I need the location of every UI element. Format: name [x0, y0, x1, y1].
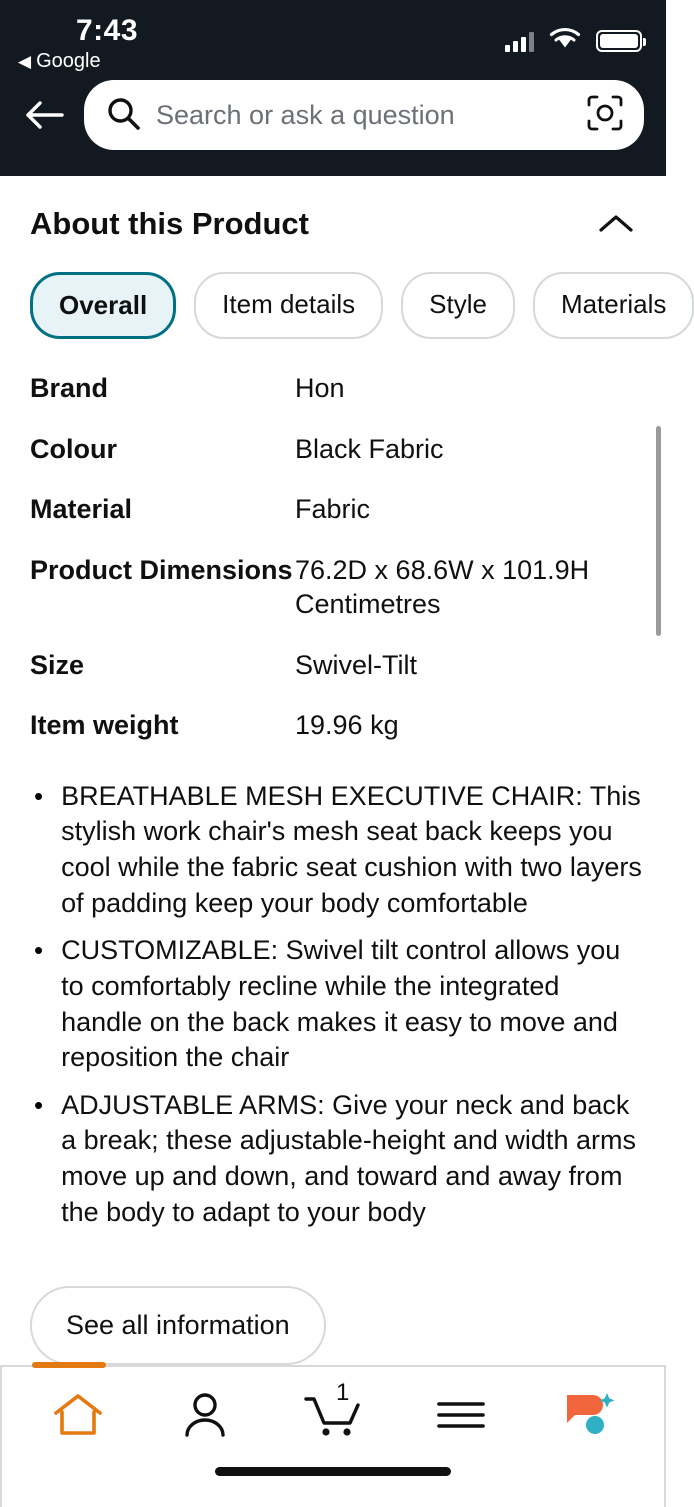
- camera-lens-icon[interactable]: [586, 94, 624, 137]
- cart-icon: [302, 1391, 364, 1444]
- chat-assistant-icon: [557, 1389, 619, 1446]
- spec-key: Material: [30, 494, 133, 525]
- header: [0, 0, 666, 176]
- status-time: 7:43: [76, 14, 139, 47]
- nav-cart-button[interactable]: [278, 1377, 388, 1457]
- status-bar: [0, 0, 666, 80]
- spec-key: Item weight: [30, 710, 179, 741]
- tab-style[interactable]: Style: [401, 272, 515, 339]
- spec-key: Product Dimensions: [30, 554, 293, 585]
- cart-badge-count: 1: [335, 1379, 350, 1407]
- back-arrow-icon[interactable]: [22, 93, 66, 137]
- table-row: [30, 432, 636, 467]
- person-icon: [182, 1391, 228, 1444]
- bullet-text: CUSTOMIZABLE: Swivel tilt control allows you to comfortably recline while the integrated handle on the back makes it easy to move and reposition the chair: [61, 935, 621, 1073]
- spec-value: Hon: [295, 373, 345, 403]
- see-all-container: [0, 1242, 666, 1365]
- spec-value: Swivel-Tilt: [295, 649, 418, 680]
- search-icon: [106, 96, 140, 135]
- tab-overall[interactable]: Overall: [30, 272, 176, 339]
- nav-home-button[interactable]: [23, 1377, 133, 1457]
- about-this-product-panel: [0, 176, 666, 1365]
- see-all-information-button[interactable]: See all information: [30, 1286, 326, 1365]
- status-indicators: [505, 26, 642, 55]
- bullet-dot-icon: •: [34, 780, 44, 811]
- bullet-text: BREATHABLE MESH EXECUTIVE CHAIR: This stylish work chair's mesh seat back keeps you cool while the fabric seat cushion with two layers of padding keep your body comfortable: [61, 780, 642, 918]
- nav-menu-button[interactable]: [406, 1377, 516, 1457]
- search-bar: [0, 80, 666, 176]
- feature-bullets: [0, 769, 666, 1231]
- status-back-label: Google: [36, 50, 101, 72]
- spec-key: Brand: [30, 373, 109, 403]
- spec-key: Size: [30, 649, 85, 680]
- table-row: [30, 648, 636, 683]
- spec-value: 76.2D x 68.6W x 101.9H Centimetres: [295, 554, 590, 620]
- list-item: [30, 1088, 642, 1231]
- back-triangle-icon: ◀: [18, 52, 32, 71]
- home-icon: [52, 1391, 104, 1444]
- spec-value: Fabric: [295, 494, 371, 525]
- spec-value: Black Fabric: [295, 433, 444, 464]
- search-field-container[interactable]: [84, 80, 644, 150]
- spec-key: Colour: [30, 433, 117, 464]
- list-item: [30, 933, 642, 1076]
- bottom-navigation: [0, 1365, 666, 1507]
- battery-full-icon: [596, 30, 642, 52]
- hamburger-menu-icon: [435, 1398, 487, 1437]
- right-edge-line: [664, 1367, 666, 1507]
- detail-tabs[interactable]: [0, 254, 666, 361]
- nav-account-button[interactable]: [150, 1377, 260, 1457]
- wifi-icon: [548, 26, 582, 55]
- table-row: [30, 371, 636, 406]
- spec-value: 19.96 kg: [295, 710, 399, 741]
- home-indicator: [215, 1467, 451, 1476]
- search-input[interactable]: [156, 100, 570, 131]
- active-tab-indicator: [32, 1362, 106, 1368]
- left-edge-line: [0, 1367, 2, 1507]
- vertical-scrollbar[interactable]: [656, 426, 661, 636]
- tab-materials[interactable]: Materials: [533, 272, 694, 339]
- list-item: [30, 779, 642, 922]
- nav-assistant-button[interactable]: [533, 1377, 643, 1457]
- table-row: [30, 553, 636, 622]
- signal-bars-icon: [505, 30, 534, 52]
- page-title: About this Product: [30, 206, 309, 241]
- status-back-to-app[interactable]: [18, 50, 101, 73]
- bottom-nav-items: [0, 1367, 666, 1467]
- table-row: [30, 708, 636, 743]
- home-indicator-area: [0, 1467, 666, 1507]
- specification-table: [0, 361, 666, 743]
- tab-item-details[interactable]: Item details: [194, 272, 383, 339]
- table-row: [30, 492, 636, 527]
- bullet-dot-icon: •: [34, 1089, 44, 1120]
- bullet-dot-icon: •: [34, 935, 44, 966]
- bullet-text: ADJUSTABLE ARMS: Give your neck and back a break; these adjustable-height and width arms move up and down, and toward and away from the body to adapt to your body: [61, 1089, 636, 1227]
- section-header[interactable]: [0, 176, 666, 254]
- chevron-up-icon[interactable]: [596, 204, 636, 244]
